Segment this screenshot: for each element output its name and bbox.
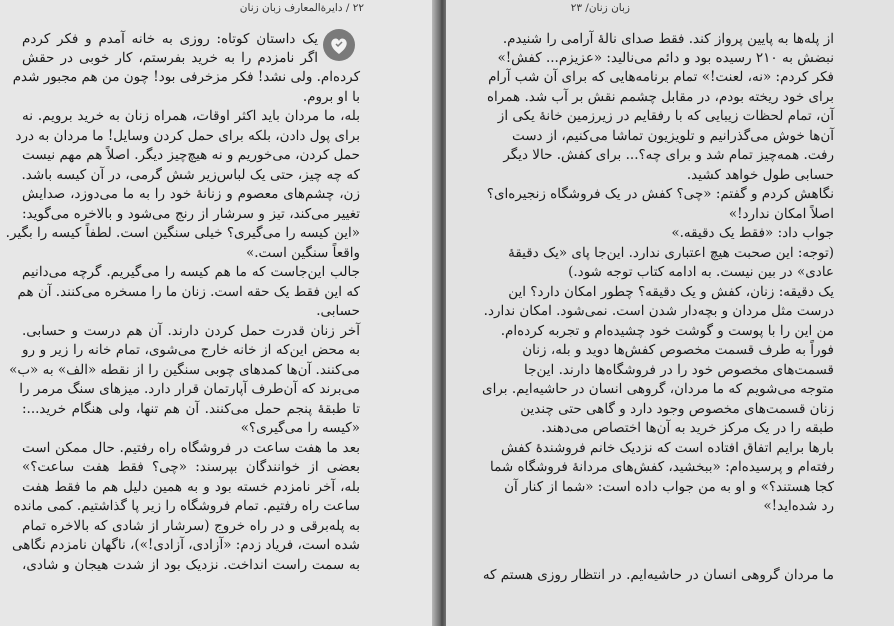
- body-line-4: که چه چیز، حتی یک لباس‌زیر شش گرمی، در آن کیسه باشد.: [21, 167, 360, 183]
- right-line-17: فوراً به طرف قسمت مخصوص کفش‌ها دوید و بله، زنان: [522, 342, 834, 358]
- left-page-header: ۲۲ / دایرة‌المعارف زبان زنان: [239, 2, 364, 14]
- body-line-12: آخر زنان قدرت حمل کردن دارند. آن هم درست و حسابی.: [22, 323, 360, 339]
- body-line-2: برای پول دادن، بلکه برای حمل کردن وسایل! ما مردان به درد: [15, 128, 360, 144]
- right-line-12: (توجه: این صحبت هیچ اعتباری ندارد. این‌جا پای «یک دقیقهٔ: [508, 245, 834, 261]
- right-line-6: آن‌ها خوش می‌گذرانیم و تلویزیون تماشا می‌کنیم، از دست: [511, 128, 834, 144]
- right-closing-line: ما مردان گروهی انسان در حاشیه‌ایم. در انتظار روزی هستم که: [482, 567, 834, 583]
- right-line-16: من این را با پوست و گوشت خود چشیده‌ام و تجربه کرده‌ام.: [500, 323, 834, 339]
- heart-emblem-icon: [322, 28, 356, 62]
- right-line-15: درست مثل مردان و بچه‌دار شدن است. نمی‌شود. امکان ندارد.: [483, 303, 834, 319]
- left-page: [0, 0, 438, 626]
- body-line-7: «این کیسه را می‌گیری؟ خیلی سنگین است. لطفاً کیسه را بگیر.: [5, 225, 360, 241]
- right-line-24: کجا هستند؟» و او به من جواب داده است: «شما از کنار آن: [504, 479, 834, 495]
- body-line-16: تا طبقهٔ پنجم حمل می‌کنند. آن هم تنها، ولی هنگام خرید...:: [22, 401, 360, 417]
- body-line-22: به پله‌برقی و در راه خروج (سرشار از شادی که بالاخره تمام: [22, 518, 360, 534]
- right-line-18: قسمت‌های مخصوص خود را در فروشگاه‌ها دارند. این‌جا: [524, 362, 834, 378]
- body-line-15: می‌برند که آن‌طرف آپارتمان قرار دارد. میزهای سنگ مرمر را: [19, 381, 360, 397]
- intro-line-2: اگر نامزدم را به خرید بفرستم، کار خوبی در حقش: [22, 50, 318, 66]
- body-line-24: به سمت راست انداخت. نزدیک بود از شدت هیجان و شادی،: [22, 557, 360, 573]
- right-line-22: بارها برایم اتفاق افتاده است که نزدیک خانم فروشندهٔ کفش: [500, 440, 834, 456]
- right-line-13: عادی» در بین نیست. به ادامه کتاب توجه شود.): [568, 264, 834, 280]
- right-line-9: نگاهش کردم و گفتم: «چی؟ کفش در یک فروشگاه زنجیره‌ای؟: [486, 186, 834, 202]
- right-line-3: فکر کردم: «نه، لعنت!» تمام برنامه‌هایی که برای آن شب آرام: [488, 69, 834, 85]
- body-line-11: حسابی.: [316, 303, 360, 319]
- right-line-20: زنان قسمت‌های مخصوص وجود دارد و گاهی حتی چندین: [520, 401, 834, 417]
- right-line-10: اصلاً امکان ندارد!»: [728, 206, 834, 222]
- right-line-21: طبقه را در یک مرکز خرید به آن‌ها اختصاص می‌دهند.: [541, 420, 834, 436]
- right-line-23: رفته‌ام و پرسیده‌ام: «ببخشید، کفش‌های مردانهٔ فروشگاه شما: [489, 459, 834, 475]
- body-line-3: حمل کردن، می‌خوریم و نه هیچ‌چیز دیگر. اصلاً هم مهم نیست: [22, 147, 360, 163]
- body-line-1: بله، ما مردان باید اکثر اوقات، همراه زنان به خرید برویم. نه: [22, 108, 360, 124]
- body-line-10: که این فقط یک حقه است. زنان ما را مسخره می‌کنند. آن هم: [17, 284, 360, 300]
- right-line-4: برای خود ریخته بودم، در مقابل چشمم نقش بر آب شد. همراه: [486, 89, 834, 105]
- body-line-8: واقعاً سنگین است.»: [246, 245, 360, 261]
- body-line-20: بله، آخر نامزدم خسته بود و به همین دلیل هم ما فقط هفت: [22, 479, 360, 495]
- body-line-5: زن، چشم‌های معصوم و زنانهٔ خود را به ما می‌دوزد، صدایش: [22, 186, 360, 202]
- body-line-19: بعضی از خوانندگان بپرسند: «چی؟ فقط هفت ساعت؟»: [22, 459, 360, 475]
- body-line-23: شده است، فریاد زدم: «آزادی، آزادی!»)، ناگهان نامزدم نگاهی: [12, 537, 360, 553]
- body-line-14: می‌کنند. آن‌ها کمدهای چوبی سنگین را از نقطه «الف» به «ب»: [9, 362, 360, 378]
- right-line-2: نبضش به ۲۱۰ رسیده بود و دائم می‌نالید: «عزیزم... کفش!»: [497, 50, 834, 66]
- right-page-header: زبان زنان/ ۲۳: [570, 2, 630, 14]
- right-line-7: رفت. همه‌چیز تمام شد و برای چه؟... برای کفش. حالا دیگر: [503, 147, 834, 163]
- intro-line-4: با او بروم.: [302, 89, 360, 105]
- body-line-13: به محض این‌که از خانه خارج می‌شوی، تمام خانه را زیر و رو: [22, 342, 360, 358]
- right-page: [446, 0, 894, 626]
- body-line-6: تغییر می‌کند، تیز و سرشار از رنج می‌شود و بالاخره می‌گوید:: [22, 206, 360, 222]
- intro-line-1: یک داستان کوتاه: روزی به خانه آمدم و فکر کردم: [22, 31, 318, 47]
- right-line-8: حسابی طول خواهد کشید.: [686, 167, 834, 183]
- right-line-11: جواب داد: «فقط یک دقیقه.»: [671, 225, 834, 241]
- right-line-19: متوجه می‌شویم که ما مردان، گروهی انسان در حاشیه‌ایم. برای: [482, 381, 834, 397]
- body-line-9: جالب این‌جاست که ما هم کیسه را می‌گیریم. گرچه می‌دانیم: [22, 264, 360, 280]
- intro-line-3: کرده‌ام. ولی نشد! فکر مزخرفی بود! چون من هم مجبور شدم: [12, 69, 360, 85]
- right-line-25: رد شده‌اید!»: [763, 498, 834, 514]
- right-line-1: از پله‌ها به پایین پرواز کند. فقط صدای نالهٔ آرامی را شنیدم.: [502, 31, 834, 47]
- body-line-18: بعد ما هفت ساعت در فروشگاه راه رفتیم. حال ممکن است: [22, 440, 360, 456]
- body-line-21: ساعت راه رفتیم. تمام فروشگاه را زیر پا گذاشتیم. کمی مانده: [13, 498, 360, 514]
- right-line-14: یک دقیقه: زنان، کفش و یک دقیقه؟ چطور امکان دارد؟ این: [508, 284, 834, 300]
- body-line-17: «کیسه را می‌گیری؟»: [240, 420, 360, 436]
- right-line-5: آن، تمام لحظات زیبایی که با رفقایم در زیرزمین خانهٔ یکی از: [497, 108, 834, 124]
